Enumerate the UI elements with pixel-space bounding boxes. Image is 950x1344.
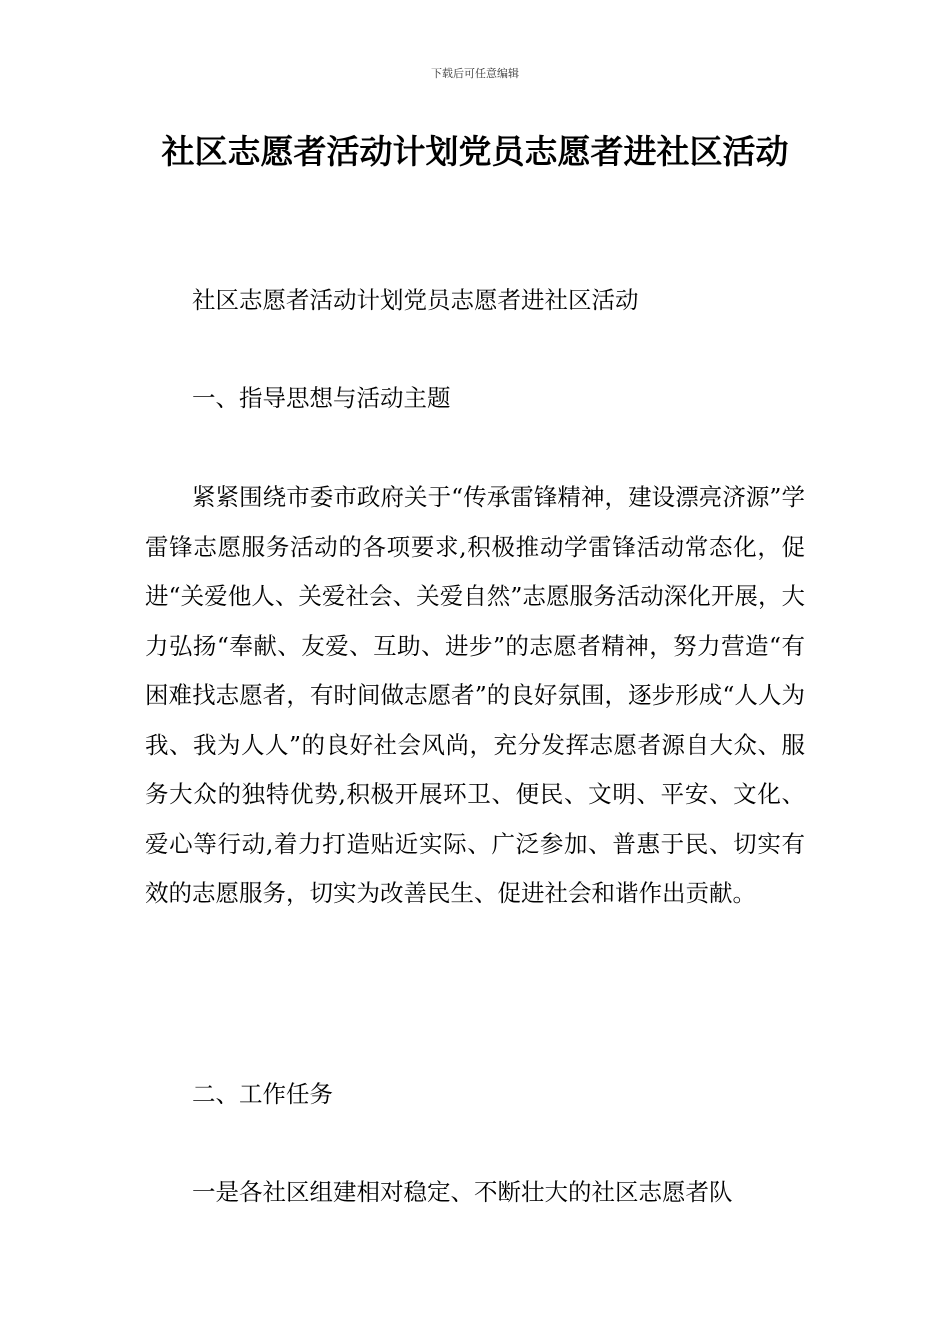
document-title: 社区志愿者活动计划党员志愿者进社区活动 <box>161 132 789 171</box>
section-heading-guiding-ideology: 一、指导思想与活动主题 <box>192 384 451 412</box>
section-paragraph-work-tasks: 一是各社区组建相对稳定、不断壮大的社区志愿者队 <box>192 1178 733 1206</box>
header-note: 下载后可任意编辑 <box>431 67 519 80</box>
section-heading-work-tasks: 二、工作任务 <box>192 1080 333 1108</box>
section-paragraph-guiding-ideology: 紧紧围绕市委市政府关于“传承雷锋精神，建设漂亮济源”学雷锋志愿服务活动的各项要求,积极推动学雷锋活动常态化，促进“关爱他人、关爱社会、关爱自然”志愿服务活动深化开展，大力弘扬“奉献、友爱、互助、进步”的志愿者精神，努力营造“有困难找志愿者，有时间做志愿者”的良好氛围，逐步形成“人人为我、我为人人”的良好社会风尚，充分发挥志愿者源自大众、服务大众的独特优势,积极开展环卫、便民、文明、平安、文化、爱心等行动,着力打造贴近实际、广泛参加、普惠于民、切实有效的志愿服务，切实为改善民生、促进社会和谐作出贡献。 <box>145 483 805 907</box>
document-subtitle: 社区志愿者活动计划党员志愿者进社区活动 <box>192 286 639 314</box>
